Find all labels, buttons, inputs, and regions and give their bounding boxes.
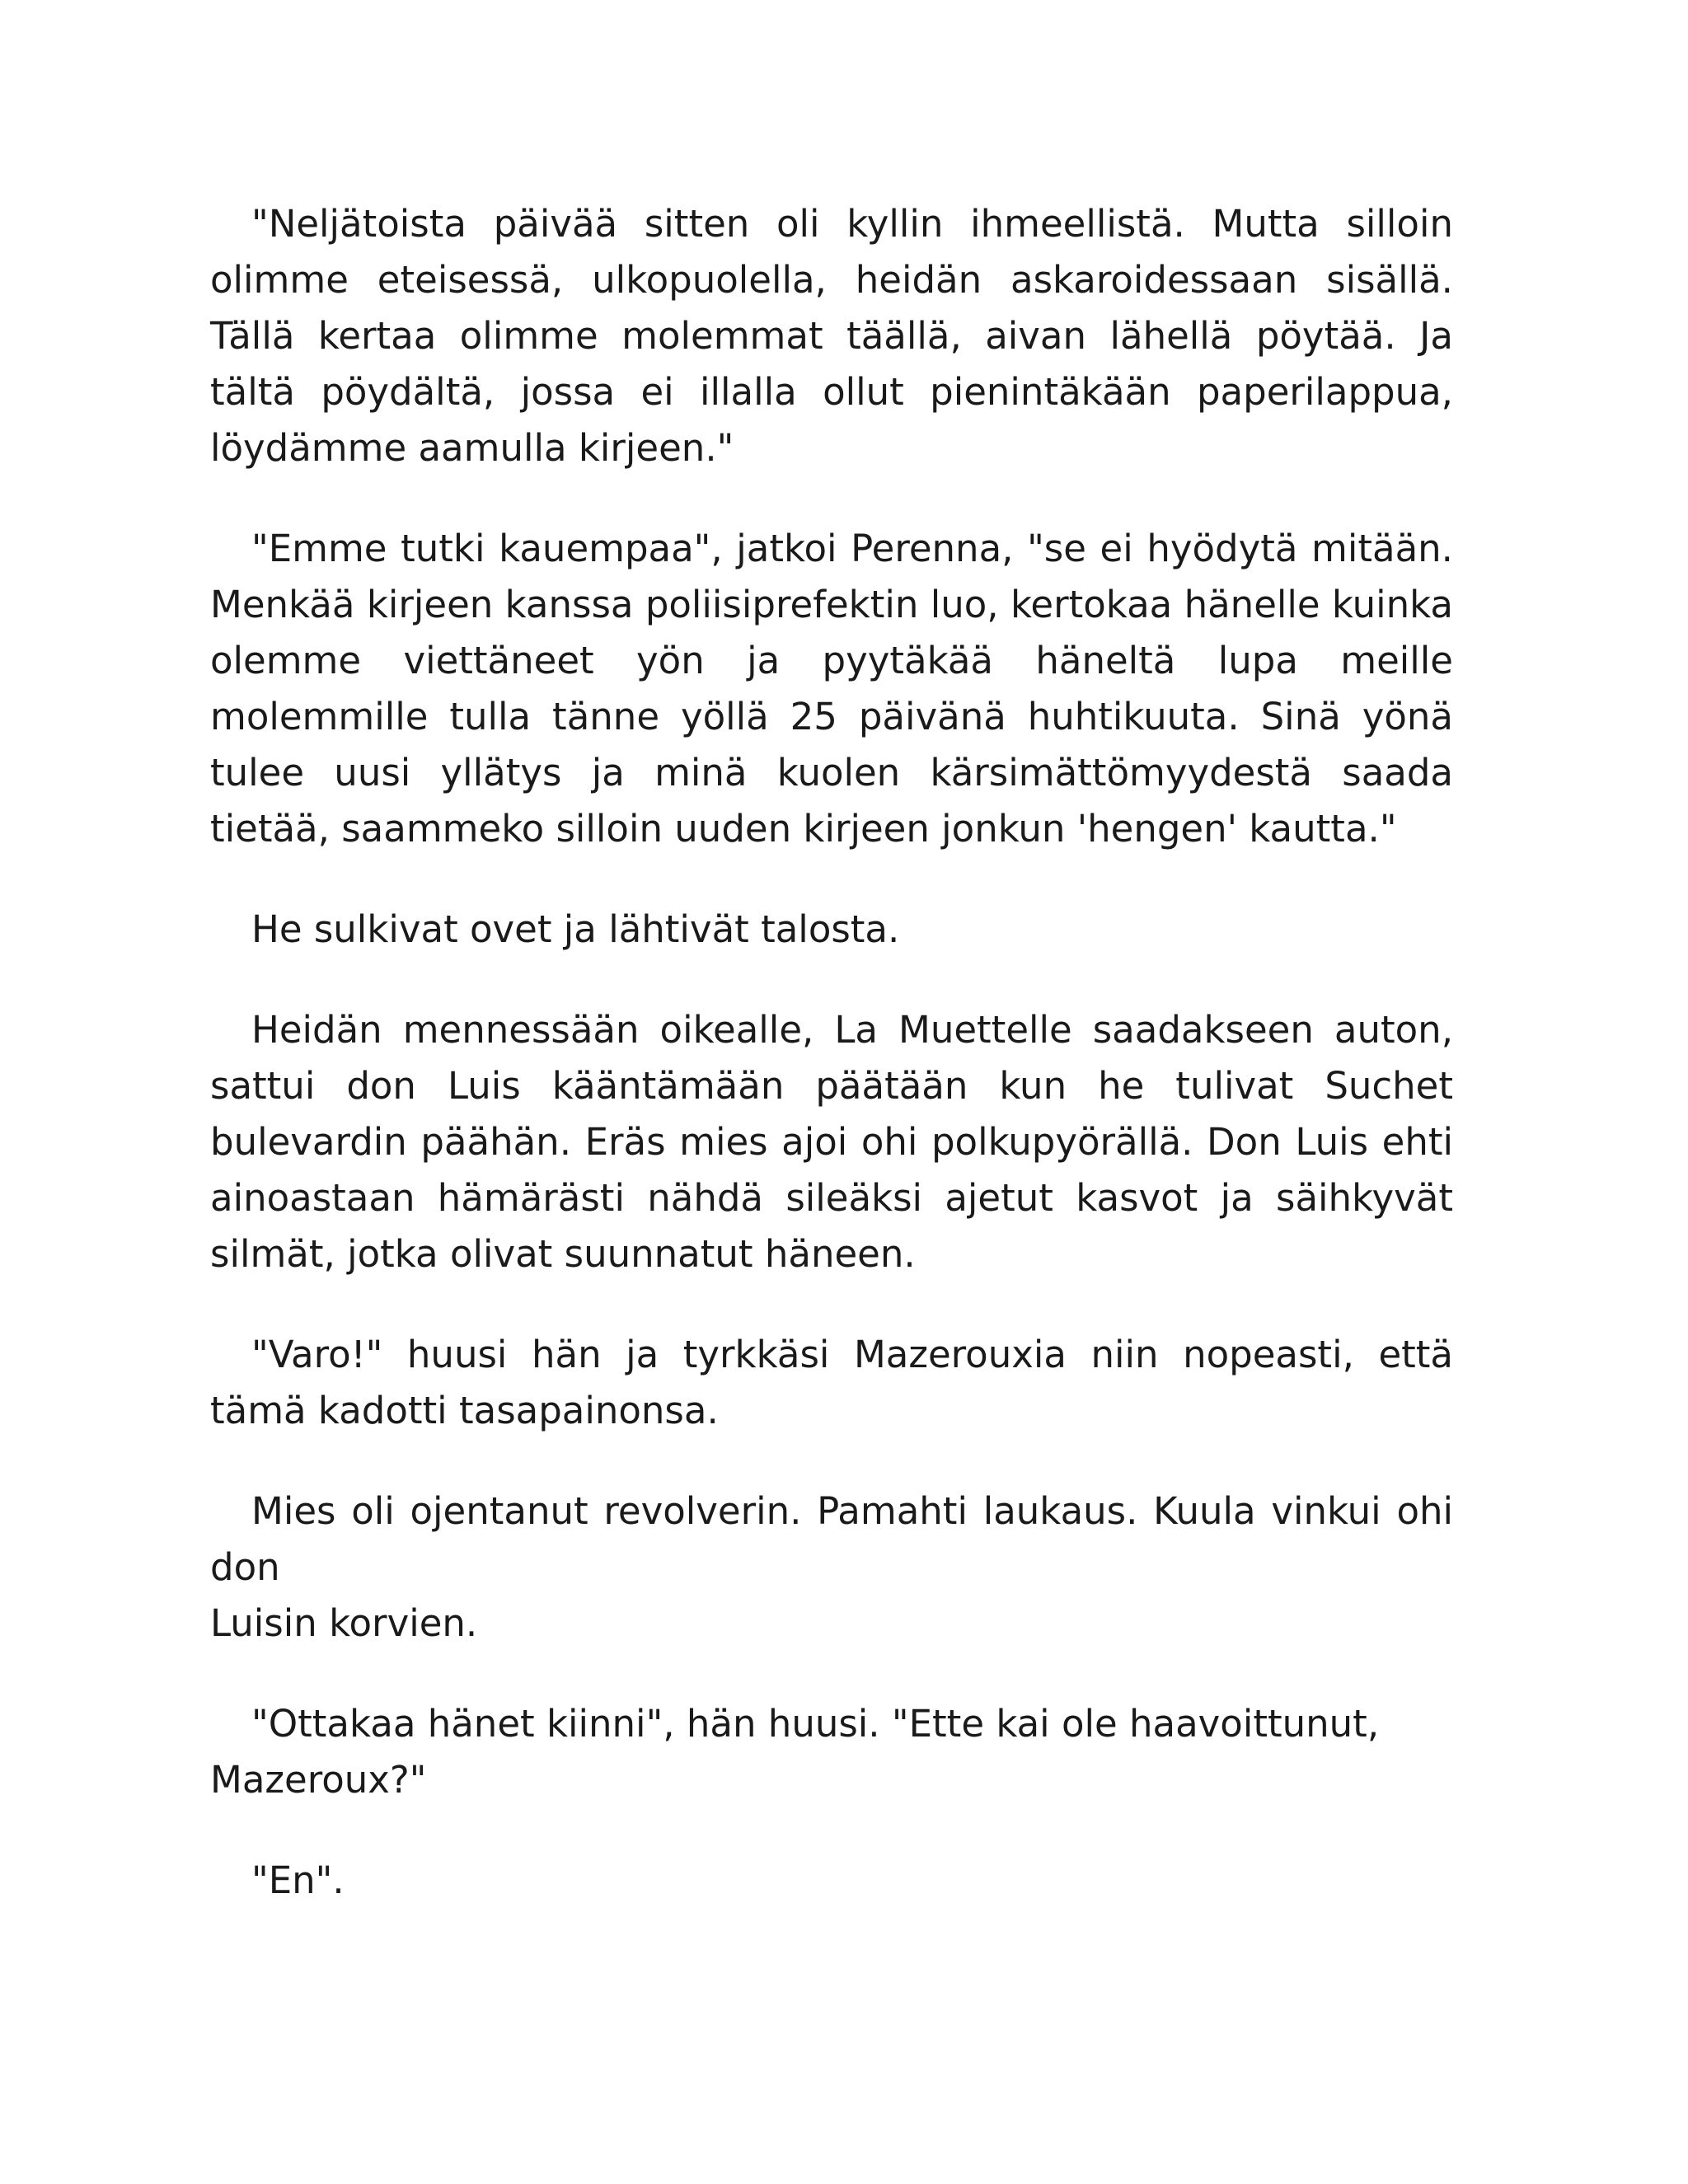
paragraph-line: Mazeroux?": [210, 1758, 427, 1802]
paragraph: He sulkivat ovet ja lähtivät talosta.: [251, 907, 900, 951]
paragraph: "En".: [251, 1858, 345, 1902]
paragraph: "Emme tutki kauempaa", jatkoi Perenna, "se ei hyödytä mitään. Menkää kirjeen kanssa poliisiprefektin luo, kertokaa hänelle kuinka olemme viettäneet yön ja pyytäkää häneltä lupa meille molemmille tulla tänne yöllä 25 päivänä huhtikuuta. Sinä yönä tulee uusi yllätys ja minä kuolen kärsimättömyydestä saada tietää, saammeko silloin uuden kirjeen jonkun 'hengen' kautta.": [210, 527, 1453, 851]
paragraph: "Varo!" huusi hän ja tyrkkäsi Mazerouxia niin nopeasti, että tämä kadotti tasapainonsa.: [210, 1333, 1453, 1432]
paragraph-line: "Ottakaa hänet kiinni", hän huusi. "Ette kai ole haavoittunut,: [251, 1702, 1380, 1746]
paragraph-line: Luisin korvien.: [210, 1601, 478, 1645]
paragraph: Heidän mennessään oikealle, La Muettelle saadakseen auton, sattui don Luis kääntämään päätään kun he tulivat Suchet bulevardin päähän. Eräs mies ajoi ohi polkupyörällä. Don Luis ehti ainoastaan hämärästi nähdä sileäksi ajetut kasvot ja säihkyvät silmät, jotka olivat suunnatut häneen.: [210, 1008, 1453, 1276]
paragraph: [210, 1696, 1453, 1808]
paragraph: [210, 1483, 1453, 1652]
paragraph: "Neljätoista päivää sitten oli kyllin ihmeellistä. Mutta silloin olimme eteisessä, ulkopuolella, heidän askaroidessaan sisällä. Tällä kertaa olimme molemmat täällä, aivan lähellä pöytää. Ja tältä pöydältä, jossa ei illalla ollut pienintäkään paperilappua, löydämme aamulla kirjeen.": [210, 202, 1453, 470]
document-page: [210, 196, 1453, 1953]
paragraph-line: Mies oli ojentanut revolverin. Pamahti laukaus. Kuula vinkui ohi don: [210, 1489, 1453, 1589]
